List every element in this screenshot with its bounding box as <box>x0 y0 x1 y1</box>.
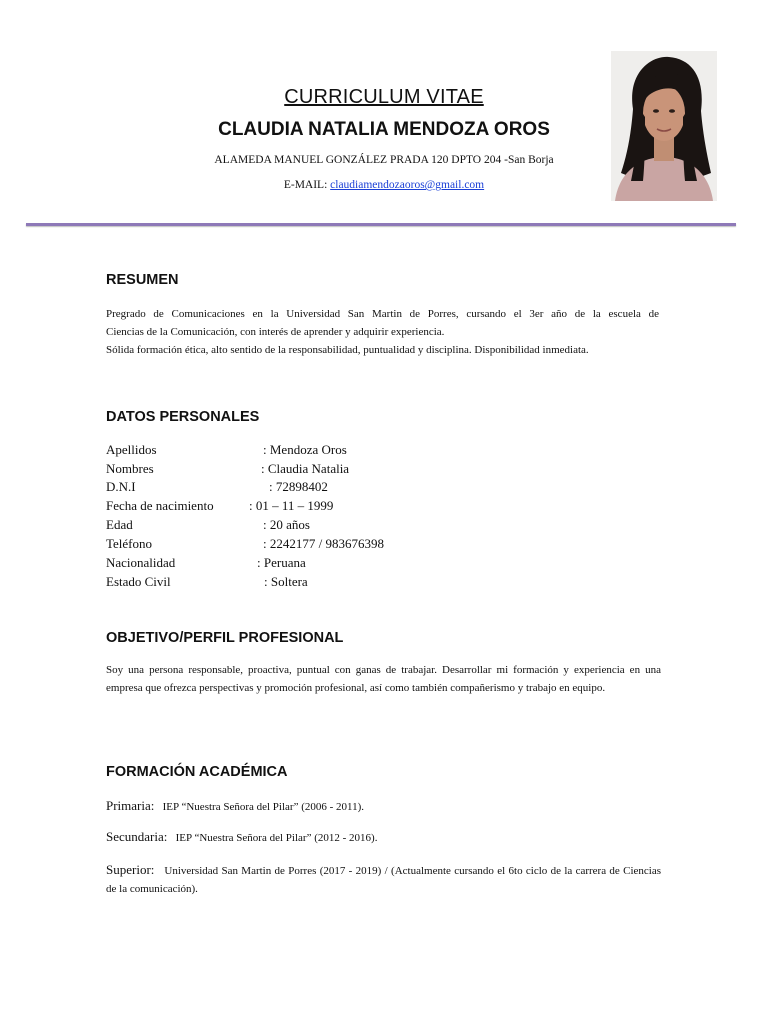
email-label: E-MAIL: <box>283 179 328 191</box>
profile-photo <box>611 51 717 201</box>
datos-value: : 20 años <box>263 517 310 532</box>
section-title-objetivo: OBJETIVO/PERFIL PROFESIONAL <box>106 630 344 646</box>
datos-label: Apellidos <box>106 442 157 457</box>
formacion-primaria-text: IEP “Nuestra Señora del Pilar” (2006 - 2011). <box>162 801 365 813</box>
datos-value: : Claudia Natalia <box>261 461 350 476</box>
section-title-datos: DATOS PERSONALES <box>106 409 260 425</box>
formacion-superior <box>106 861 661 898</box>
formacion-secundaria <box>106 828 661 847</box>
resumen-line-1: Pregrado de Comunicaciones en la Universidad San Martin de Porres, cursando el 3er año de la escuela de <box>106 308 659 320</box>
formacion-primaria-label: Primaria: <box>106 798 155 813</box>
datos-label: Edad <box>106 517 133 532</box>
formacion-superior-text: Universidad San Martin de Porres (2017 - 2019) / (Actualmente cursando el 6to ciclo de la carrera de Ciencias de la comunicación). <box>106 865 662 895</box>
datos-value: : 72898402 <box>269 479 328 494</box>
datos-label: Nacionalidad <box>106 555 176 570</box>
formacion-superior-label: Superior: <box>106 862 155 877</box>
formacion-secundaria-text: IEP “Nuestra Señora del Pilar” (2012 - 2016). <box>175 832 378 844</box>
datos-value: : Mendoza Oros <box>263 442 347 457</box>
resumen-text <box>106 305 659 359</box>
objetivo-text: Soy una persona responsable, proactiva, puntual con ganas de trabajar. Desarrollar mi formación y experiencia en una empresa que ofrezca perspectivas y promoción profesional, así como también compañerismo y trabajo en equipo. <box>106 664 661 694</box>
email-link[interactable]: claudiamendozaoros@gmail.com <box>330 179 485 191</box>
address: ALAMEDA MANUEL GONZÁLEZ PRADA 120 DPTO 204 -San Borja <box>214 154 554 166</box>
datos-value: : 2242177 / 983676398 <box>263 536 384 551</box>
datos-value: : Soltera <box>264 574 308 589</box>
formacion-primaria <box>106 797 661 816</box>
section-title-formacion: FORMACIÓN ACADÉMICA <box>106 764 288 780</box>
resumen-line-3: Sólida formación ética, alto sentido de la responsabilidad, puntualidad y disciplina. Disponibilidad inmediata. <box>106 344 589 356</box>
resumen-line-2: Ciencias de la Comunicación, con interés de aprender y adquirir experiencia. <box>106 326 445 338</box>
header-divider <box>26 223 736 226</box>
datos-value: : Peruana <box>257 555 306 570</box>
datos-label: Estado Civil <box>106 574 171 589</box>
datos-label: D.N.I <box>106 479 136 494</box>
datos-label: Fecha de nacimiento <box>106 498 214 513</box>
formacion-secundaria-label: Secundaria: <box>106 829 168 844</box>
cv-title: CURRICULUM VITAE <box>284 86 484 108</box>
portrait-image <box>611 51 717 201</box>
datos-label: Teléfono <box>106 536 153 551</box>
candidate-name: CLAUDIA NATALIA MENDOZA OROS <box>218 119 550 140</box>
datos-value: : 01 – 11 – 1999 <box>249 498 334 513</box>
datos-label: Nombres <box>106 461 154 476</box>
section-title-resumen: RESUMEN <box>106 272 179 288</box>
